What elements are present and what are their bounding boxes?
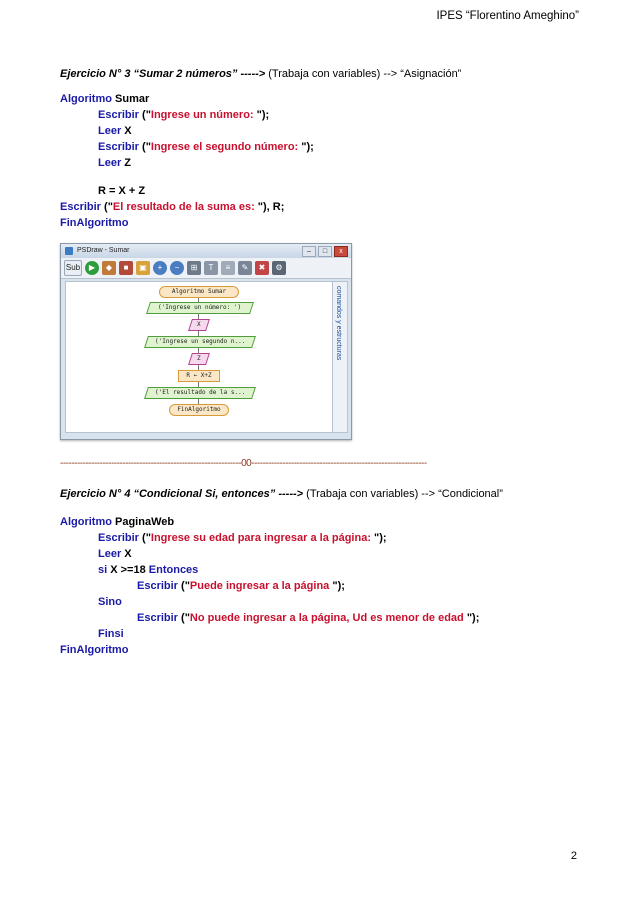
ex3-kw-escribir-1: Escribir <box>98 109 139 121</box>
window-controls <box>302 246 348 257</box>
ex3-kw-leer-2: Leer <box>98 157 122 169</box>
psdraw-window <box>60 243 352 440</box>
flow-output-1-text: ('Ingrese un número: ') <box>158 304 242 311</box>
ex4-kw-finalgoritmo: FinAlgoritmo <box>60 644 129 656</box>
zoom-out-icon[interactable]: − <box>170 261 184 275</box>
ex4-kw-escribir-1: Escribir <box>98 532 139 544</box>
flow-start-node[interactable]: Algoritmo Sumar <box>159 286 239 298</box>
section-separator: ----------------------------------------------------------------00-------------------------------------------------------------- <box>60 458 427 469</box>
exercise-3-title-bold: Ejercicio N° 3 “Sumar 2 números” -----> <box>60 68 266 80</box>
ex4-l2-close: "); <box>371 532 387 544</box>
comment-icon[interactable]: ≡ <box>221 261 235 275</box>
ex4-line-5 <box>137 578 345 594</box>
ex3-line-1 <box>60 91 149 107</box>
flow-assign-node[interactable]: R ← X+Z <box>178 370 220 382</box>
ex4-kw-algoritmo: Algoritmo <box>60 516 112 528</box>
page-number: 2 <box>570 850 577 862</box>
maximize-button[interactable]: □ <box>318 246 332 257</box>
flow-output-2-text: ('Ingrese un segundo n... <box>154 338 246 345</box>
ex3-line-6 <box>98 183 145 199</box>
ex3-algorithm-name: Sumar <box>111 93 150 105</box>
ex3-kw-finalgoritmo: FinAlgoritmo <box>60 217 129 229</box>
ex3-l4-open: (" <box>138 141 151 153</box>
close-button[interactable]: x <box>334 246 348 257</box>
app-icon <box>65 247 73 255</box>
ex3-kw-leer-1: Leer <box>98 125 122 137</box>
ex4-var-x: X <box>121 548 132 560</box>
debug-icon[interactable]: ■ <box>119 261 133 275</box>
edit-icon[interactable]: ✎ <box>238 261 252 275</box>
exercise-4-title-rest: (Trabaja con variables) --> “Condicional” <box>303 488 503 500</box>
ex3-l7-close: "), R; <box>254 201 285 213</box>
step-icon[interactable]: ◆ <box>102 261 116 275</box>
ex4-l7-open: (" <box>177 612 190 624</box>
ex3-line-5 <box>98 155 131 171</box>
side-panel-label: comandos y estructuras <box>335 286 342 361</box>
flow-end-node[interactable]: FinAlgoritmo <box>169 404 229 416</box>
window-toolbar <box>61 258 351 279</box>
ex4-kw-si: si <box>98 564 108 576</box>
minimize-button[interactable]: – <box>302 246 316 257</box>
window-title: PSDraw - Sumar <box>77 247 130 254</box>
ex4-l2-open: (" <box>138 532 151 544</box>
ex3-l2-close: "); <box>253 109 270 121</box>
commands-side-panel[interactable] <box>332 281 348 433</box>
ex4-algorithm-name: PaginaWeb <box>111 516 175 528</box>
ex3-line-8 <box>60 215 128 231</box>
ex3-line-2 <box>98 107 269 123</box>
ex3-var-z: Z <box>121 157 132 169</box>
ex4-string-3: No puede ingresar a la página, Ud es menor de edad <box>189 612 464 624</box>
flow-input-2[interactable] <box>188 353 210 365</box>
zoom-in-icon[interactable]: + <box>153 261 167 275</box>
ex4-kw-finsi: Finsi <box>98 628 124 640</box>
ex4-line-7 <box>137 610 479 626</box>
toolbar-sub-button[interactable]: Sub <box>64 260 82 276</box>
ex4-kw-escribir-2: Escribir <box>137 580 178 592</box>
ex3-string-2: Ingrese el segundo número: <box>150 141 299 153</box>
window-titlebar <box>61 244 351 258</box>
flow-output-1[interactable] <box>146 302 254 314</box>
export-icon[interactable]: ▣ <box>136 261 150 275</box>
tools-icon[interactable]: ⚙ <box>272 261 286 275</box>
ex4-line-6 <box>98 594 122 610</box>
text-icon[interactable]: T <box>204 261 218 275</box>
ex4-line-8 <box>98 626 124 642</box>
ex3-l7-open: (" <box>100 201 113 213</box>
ex4-kw-sino: Sino <box>98 596 122 608</box>
ex3-var-x: X <box>121 125 132 137</box>
run-icon[interactable]: ▶ <box>85 261 99 275</box>
ex4-string-1: Ingrese su edad para ingresar a la página: <box>150 532 371 544</box>
delete-icon[interactable]: ✖ <box>255 261 269 275</box>
flow-input-1[interactable] <box>188 319 210 331</box>
ex4-kw-entonces: Entonces <box>148 564 199 576</box>
ex3-assignment: R = X + Z <box>98 185 146 197</box>
flow-input-2-text: Z <box>197 355 201 362</box>
ex4-line-9 <box>60 642 128 658</box>
exercise-4-title-bold: Ejercicio N° 4 “Condicional Si, entonces” -----> <box>60 488 304 500</box>
ex4-line-1 <box>60 514 174 530</box>
ex3-kw-escribir-2: Escribir <box>98 141 139 153</box>
ex4-l5-close: "); <box>329 580 345 592</box>
ex4-l7-close: "); <box>463 612 480 624</box>
page-header: IPES “Florentino Ameghino” <box>436 10 579 22</box>
ex3-kw-escribir-3: Escribir <box>60 201 101 213</box>
ex3-l4-close: "); <box>298 141 314 153</box>
flow-input-1-text: X <box>197 321 201 328</box>
exercise-3-title <box>60 68 461 80</box>
flowchart-canvas <box>65 281 333 433</box>
ex4-kw-leer: Leer <box>98 548 122 560</box>
ex4-line-2 <box>98 530 387 546</box>
exercise-3-title-rest: (Trabaja con variables) --> “Asignación” <box>265 68 462 80</box>
ex4-kw-escribir-3: Escribir <box>137 612 178 624</box>
ex4-string-2: Puede ingresar a la página <box>189 580 330 592</box>
ex4-l5-open: (" <box>177 580 190 592</box>
exercise-4-title <box>60 488 503 500</box>
ex3-string-3: El resultado de la suma es: <box>112 201 255 213</box>
ex3-string-1: Ingrese un número: <box>150 109 254 121</box>
layout-icon[interactable]: ⊞ <box>187 261 201 275</box>
flow-output-3-text: ('El resultado de la s... <box>154 389 246 396</box>
ex4-line-3 <box>98 546 132 562</box>
flow-output-3[interactable] <box>144 387 256 399</box>
flow-output-2[interactable] <box>144 336 256 348</box>
ex3-line-7 <box>60 199 284 215</box>
ex3-line-3 <box>98 123 132 139</box>
ex3-line-4 <box>98 139 314 155</box>
ex4-line-4 <box>98 562 198 578</box>
ex3-l2-open: (" <box>138 109 151 121</box>
ex4-condition: X >=18 <box>107 564 149 576</box>
ex3-kw-algoritmo: Algoritmo <box>60 93 112 105</box>
